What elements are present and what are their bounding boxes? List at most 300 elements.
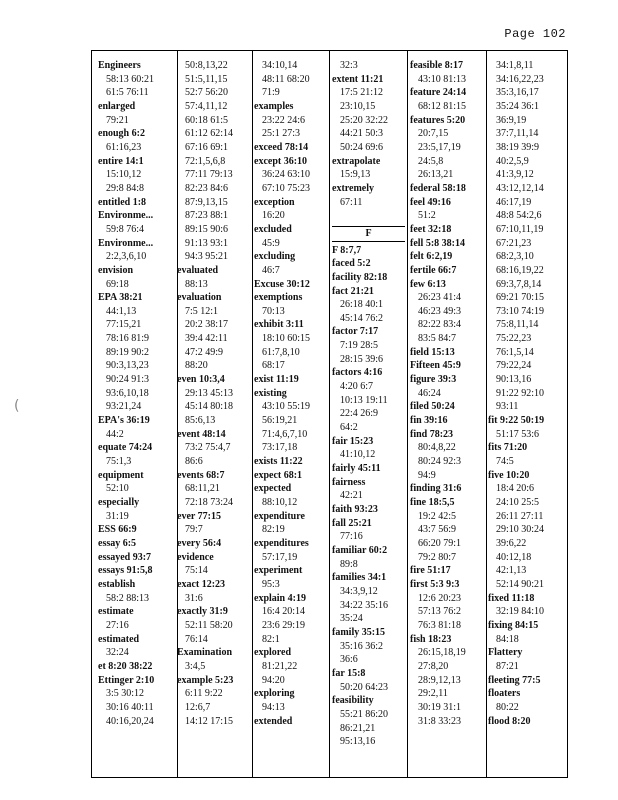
index-page-refs: 46:17,19 <box>496 196 532 208</box>
index-page-refs: 77:15,21 <box>106 319 142 331</box>
index-term: exploring <box>254 688 295 700</box>
index-page-refs: 76:3 81:18 <box>418 619 462 631</box>
index-term: explored <box>254 647 292 659</box>
index-page-refs: 34:1,8,11 <box>496 60 534 71</box>
index-page-refs: 88:13 <box>185 278 208 290</box>
index-term: enlarged <box>98 100 136 112</box>
index-page-refs: 46:23 49:3 <box>418 305 462 317</box>
index-term: evaluation <box>177 292 222 304</box>
index-page-refs: 28:9,12,13 <box>418 674 461 686</box>
index-term: fleeting 77:5 <box>488 674 541 686</box>
index-term: ever 77:15 <box>177 510 221 522</box>
index-page-refs: 51:5,11,15 <box>185 73 228 85</box>
index-term: explain 4:19 <box>254 592 306 604</box>
index-page-refs: 90:13,16 <box>496 374 532 386</box>
index-page-refs: 36:6 <box>340 654 358 666</box>
index-page-refs: 74:5 <box>496 456 514 468</box>
index-column-5 <box>410 59 489 728</box>
index-page-refs: 34:3,9,12 <box>340 585 378 597</box>
index-page-refs: 64:2 <box>340 422 358 434</box>
index-term: feature 24:14 <box>410 87 467 99</box>
index-page-refs: 90:3,13,23 <box>106 360 149 372</box>
index-page-refs: 32:3 <box>340 60 358 71</box>
index-page-refs: 68:16,19,22 <box>496 264 544 276</box>
index-page-refs: 43:12,12,14 <box>496 182 544 194</box>
index-page-refs: 77:11 79:13 <box>185 169 233 181</box>
index-page-refs: 28:15 39:6 <box>340 353 384 365</box>
index-page-refs: 72:1,5,6,8 <box>185 155 226 167</box>
index-term: fin 39:16 <box>410 415 448 427</box>
index-page-refs: 59:8 76:4 <box>106 223 145 235</box>
index-frame <box>91 50 568 778</box>
index-term: examples <box>254 100 294 112</box>
index-term: especially <box>98 497 140 508</box>
index-term: et 8:20 38:22 <box>98 660 153 672</box>
index-term: Examination <box>177 647 233 659</box>
index-term: fertile 66:7 <box>410 264 457 276</box>
index-page-refs: 23:6 29:19 <box>262 619 306 631</box>
index-term: feel 49:16 <box>410 196 451 208</box>
index-page-refs: 70:13 <box>262 305 285 317</box>
index-page-refs: 35:16 36:2 <box>340 640 384 652</box>
index-page-refs: 2:2,3,6,10 <box>106 251 147 263</box>
index-term: essay 6:5 <box>98 537 137 549</box>
index-page-refs: 43:10 81:13 <box>418 73 467 85</box>
index-term: flood 8:20 <box>488 715 531 727</box>
index-term: establish <box>98 578 136 590</box>
index-page-refs: 37:7,11,14 <box>496 128 539 140</box>
index-page-refs: 90:24 91:3 <box>106 374 150 386</box>
index-page-refs: 58:13 60:21 <box>106 73 155 85</box>
index-page-refs: 31:8 33:23 <box>418 715 462 727</box>
index-page-refs: 52:11 58:20 <box>185 619 233 631</box>
index-page-refs: 93:6,10,18 <box>106 387 149 399</box>
index-page-refs: 48:8 54:2,6 <box>496 210 542 222</box>
index-page-refs: 34:22 35:16 <box>340 599 389 611</box>
index-page-refs: 87:21 <box>496 660 519 672</box>
index-term: federal 58:18 <box>410 182 466 194</box>
index-page-refs: 42:1,13 <box>496 565 527 577</box>
index-term: fire 51:17 <box>410 565 451 577</box>
index-term: F 8:7,7 <box>332 244 362 256</box>
index-page-refs: 7:5 12:1 <box>185 305 219 317</box>
index-page-refs: 58:2 88:13 <box>106 592 150 604</box>
index-page-refs: 29:2,11 <box>418 688 448 700</box>
index-page-refs: 76:1,5,14 <box>496 346 534 358</box>
index-term: expenditure <box>254 510 305 522</box>
index-term: evidence <box>177 551 214 563</box>
index-page-refs: 19:2 42:5 <box>418 510 457 522</box>
index-term: fairness <box>332 476 366 488</box>
index-term: facility 82:18 <box>332 271 388 283</box>
index-page-refs: 50:20 64:23 <box>340 681 389 693</box>
index-page-refs: 36:9,19 <box>496 114 527 126</box>
index-page-refs: 26:18 40:1 <box>340 299 384 311</box>
index-term: feasibility <box>332 695 374 707</box>
index-page-refs: 39:4 42:11 <box>185 333 228 345</box>
index-page-refs: 89:8 <box>340 558 358 570</box>
index-term: fixing 84:15 <box>488 619 539 631</box>
index-page-refs: 44:21 50:3 <box>340 128 384 140</box>
index-page-refs: 61:12 62:14 <box>185 128 234 140</box>
index-term: fish 18:23 <box>410 633 452 645</box>
index-page-refs: 68:12 81:15 <box>418 100 467 112</box>
index-page-refs: 26:13,21 <box>418 169 454 181</box>
index-page-refs: 87:9,13,15 <box>185 196 228 208</box>
index-page-refs: 94:3 95:21 <box>185 251 229 263</box>
index-page-refs: 81:21,22 <box>262 660 298 672</box>
index-page-refs: 88:10,12 <box>262 497 298 508</box>
index-page-refs: 57:13 76:2 <box>418 606 462 618</box>
index-term: expected <box>254 483 292 495</box>
index-page-refs: 75:1,3 <box>106 456 132 468</box>
index-term: existing <box>254 387 287 399</box>
index-page-refs: 45:9 <box>262 237 280 249</box>
index-term: events 68:7 <box>177 469 225 481</box>
index-page-refs: 40:12,18 <box>496 551 532 563</box>
index-page-refs: 80:4,8,22 <box>418 442 456 454</box>
index-page-refs: 39:6,22 <box>496 537 527 549</box>
index-page-refs: 84:18 <box>496 633 519 645</box>
index-page-refs: 34:16,22,23 <box>496 73 544 85</box>
index-term: extremely <box>332 182 375 194</box>
index-page-refs: 30:19 31:1 <box>418 701 462 713</box>
column-divider <box>252 51 253 777</box>
index-page-refs: 94:20 <box>262 674 285 686</box>
index-term: exactly 31:9 <box>177 606 228 618</box>
index-term: essayed 93:7 <box>98 551 152 563</box>
index-page-refs: 82:23 84:6 <box>185 182 229 194</box>
index-term: floaters <box>488 688 521 700</box>
index-page-refs: 23:10,15 <box>340 100 376 112</box>
index-term: exists 11:22 <box>254 456 303 468</box>
index-page-refs: 44:1,13 <box>106 305 137 317</box>
index-page-refs: 93:11 <box>496 401 519 413</box>
index-term: exception <box>254 196 295 208</box>
index-page-refs: 25:1 27:3 <box>262 128 301 140</box>
index-page-refs: 25:20 32:22 <box>340 114 389 126</box>
page-number: Page 102 <box>504 27 566 41</box>
index-term: familiar 60:2 <box>332 544 388 556</box>
index-page-refs: 66:20 79:1 <box>418 537 462 549</box>
index-term: example 5:23 <box>177 674 234 686</box>
index-page-refs: 24:5,8 <box>418 155 444 167</box>
index-page-refs: 71:9 <box>262 87 280 99</box>
index-term: entire 14:1 <box>98 155 144 167</box>
index-term: extrapolate <box>332 155 381 167</box>
index-term: excluding <box>254 251 296 263</box>
index-page-refs: 79:22,24 <box>496 360 532 372</box>
index-page-refs: 82:22 83:4 <box>418 319 462 331</box>
index-page-refs: 46:7 <box>262 264 280 276</box>
index-page-refs: 12:6,7 <box>185 701 211 713</box>
index-column-6 <box>488 59 567 728</box>
index-page-refs: 26:11 27:11 <box>496 510 544 522</box>
index-term: fair 15:23 <box>332 435 374 447</box>
index-page-refs: 46:24 <box>418 387 441 399</box>
index-page-refs: 27:8,20 <box>418 660 449 672</box>
index-term: estimate <box>98 606 134 618</box>
index-page-refs: 79:21 <box>106 114 129 126</box>
index-page-refs: 45:14 80:18 <box>185 401 234 413</box>
index-term: families 34:1 <box>332 572 387 584</box>
index-page-refs: 51:17 53:6 <box>496 428 540 440</box>
index-page-refs: 68:2,3,10 <box>496 251 534 263</box>
index-term: expect 68:1 <box>254 469 303 481</box>
index-page-refs: 57:17,19 <box>262 551 298 563</box>
column-divider <box>407 51 408 777</box>
index-page-refs: 15:9,13 <box>340 169 371 181</box>
index-page-refs: 87:23 88:1 <box>185 210 229 222</box>
index-term: Fifteen 45:9 <box>410 360 461 372</box>
index-page-refs: 69:18 <box>106 278 129 290</box>
index-page-refs: 85:6,13 <box>185 415 216 427</box>
index-page-refs: 51:2 <box>418 210 436 222</box>
index-page-refs: 23:22 24:6 <box>262 114 306 126</box>
index-term: every 56:4 <box>177 537 222 549</box>
index-page-refs: 91:13 93:1 <box>185 237 229 249</box>
index-term: faced 5:2 <box>332 258 371 270</box>
index-page-refs: 20:2 38:17 <box>185 319 229 331</box>
index-page-refs: 35:24 36:1 <box>496 100 540 112</box>
index-term: fall 25:21 <box>332 517 372 529</box>
index-page-refs: 88:20 <box>185 360 208 372</box>
index-page-refs: 3:4,5 <box>185 660 206 672</box>
index-term: fact 21:21 <box>332 285 374 297</box>
index-term: extent 11:21 <box>332 73 384 85</box>
index-page-refs: 22:4 26:9 <box>340 408 379 420</box>
index-term: exhibit 3:11 <box>254 319 304 331</box>
index-page-refs: 95:13,16 <box>340 736 376 748</box>
index-term: Ettinger 2:10 <box>98 674 155 686</box>
index-term: fairly 45:11 <box>332 463 381 475</box>
index-page-refs: 67:10,11,19 <box>496 223 544 235</box>
index-page-refs: 86:6 <box>185 456 203 468</box>
index-page-refs: 75:22,23 <box>496 333 532 345</box>
index-page-refs: 32:24 <box>106 647 129 659</box>
index-page-refs: 3:5 30:12 <box>106 688 145 700</box>
index-term: find 78:23 <box>410 428 454 440</box>
index-page-refs: 67:16 69:1 <box>185 141 229 153</box>
index-term: equipment <box>98 469 144 481</box>
index-page-refs: 52:10 <box>106 483 129 495</box>
section-letter-header: F <box>332 226 405 242</box>
index-page-refs: 80:24 92:3 <box>418 456 462 468</box>
index-column-4 <box>332 59 411 749</box>
index-page-refs: 29:10 30:24 <box>496 524 545 536</box>
index-term: features 5:20 <box>410 114 466 126</box>
index-page-refs: 23:5,17,19 <box>418 141 461 153</box>
index-term: even 10:3,4 <box>177 374 225 386</box>
index-page-refs: 61:5 76:11 <box>106 87 149 99</box>
index-page-refs: 93:21,24 <box>106 401 142 413</box>
index-page-refs: 89:19 90:2 <box>106 346 150 358</box>
index-page-refs: 75:8,11,14 <box>496 319 539 331</box>
index-term: field 15:13 <box>410 346 455 358</box>
margin-mark: ( <box>14 398 20 414</box>
index-page-refs: 61:7,8,10 <box>262 346 300 358</box>
index-term: ESS 66:9 <box>98 524 137 536</box>
index-term: extended <box>254 715 293 727</box>
index-term: estimated <box>98 633 140 645</box>
index-page-refs: 35:24 <box>340 613 363 625</box>
index-page-refs: 72:18 73:24 <box>185 497 234 508</box>
index-page-refs: 10:13 19:11 <box>340 394 388 406</box>
index-page-refs: 27:16 <box>106 619 129 631</box>
index-page-refs: 95:3 <box>262 578 280 590</box>
index-term: except 36:10 <box>254 155 308 167</box>
index-page-refs: 34:10,14 <box>262 60 298 71</box>
index-page-refs: 7:19 28:5 <box>340 340 379 352</box>
index-page-refs: 67:11 <box>340 196 363 208</box>
column-divider <box>329 51 330 777</box>
index-page-refs: 31:6 <box>185 592 203 604</box>
index-page-refs: 83:5 84:7 <box>418 333 457 345</box>
index-term: fits 71:20 <box>488 442 528 454</box>
index-term: exemptions <box>254 292 303 304</box>
index-term: five 10:20 <box>488 469 530 481</box>
index-term: expenditures <box>254 537 309 549</box>
index-page-refs: 36:24 63:10 <box>262 169 311 181</box>
index-page-refs: 68:17 <box>262 360 285 372</box>
index-page-refs: 80:22 <box>496 701 519 713</box>
index-page-refs: 73:10 74:19 <box>496 305 545 317</box>
index-page-refs: 14:12 17:15 <box>185 715 234 727</box>
index-page-refs: 75:14 <box>185 565 208 577</box>
index-page-refs: 42:21 <box>340 490 363 502</box>
index-term: fit 9:22 50:19 <box>488 415 545 427</box>
index-page-refs: 79:2 80:7 <box>418 551 457 563</box>
index-term: Environme... <box>98 210 154 222</box>
index-page-refs: 77:16 <box>340 531 363 543</box>
index-page-refs: 20:7,15 <box>418 128 449 140</box>
index-term: family 35:15 <box>332 626 386 638</box>
index-term: far 15:8 <box>332 667 366 679</box>
index-page-refs: 32:19 84:10 <box>496 606 545 618</box>
index-page-refs: 55:21 86:20 <box>340 708 389 720</box>
index-term: fixed 11:18 <box>488 592 535 604</box>
index-page-refs: 89:15 90:6 <box>185 223 229 235</box>
index-term: essays 91:5,8 <box>98 565 153 577</box>
index-page-refs: 52:14 90:21 <box>496 578 545 590</box>
index-page-refs: 38:19 39:9 <box>496 141 540 153</box>
index-page-refs: 94:9 <box>418 469 436 481</box>
index-page-refs: 47:2 49:9 <box>185 346 224 358</box>
index-page-refs: 4:20 6:7 <box>340 381 374 393</box>
index-page-refs: 67:10 75:23 <box>262 182 311 194</box>
index-page-refs: 41:3,9,12 <box>496 169 534 181</box>
index-page-refs: 67:21,23 <box>496 237 532 249</box>
index-term: filed 50:24 <box>410 401 455 413</box>
index-page-refs: 69:3,7,8,14 <box>496 278 542 290</box>
index-term: equate 74:24 <box>98 442 153 454</box>
index-page-refs: 43:7 56:9 <box>418 524 457 536</box>
index-term: fell 5:8 38:14 <box>410 237 465 249</box>
index-page-refs: 29:13 45:13 <box>185 387 234 399</box>
index-page-refs: 35:3,16,17 <box>496 87 539 99</box>
index-term: entitled 1:8 <box>98 196 147 208</box>
index-page-refs: 71:4,6,7,10 <box>262 428 308 440</box>
index-page-refs: 41:10,12 <box>340 449 376 461</box>
index-page-refs: 16:4 20:14 <box>262 606 306 618</box>
index-page-refs: 18:10 60:15 <box>262 333 311 345</box>
index-page-refs: 48:11 68:20 <box>262 73 310 85</box>
index-term: exceed 78:14 <box>254 141 309 153</box>
index-page-refs: 68:11,21 <box>185 483 220 495</box>
index-term: Environme... <box>98 237 154 249</box>
index-term: factor 7:17 <box>332 326 379 338</box>
index-term: Flattery <box>488 647 523 659</box>
index-term: exist 11:19 <box>254 374 299 386</box>
index-term: first 5:3 9:3 <box>410 578 460 590</box>
index-term: enough 6:2 <box>98 128 145 140</box>
index-term: excluded <box>254 223 292 235</box>
index-page-refs: 44:2 <box>106 428 124 440</box>
index-page-refs: 52:7 56:20 <box>185 87 229 99</box>
index-page-refs: 56:19,21 <box>262 415 298 427</box>
index-term: fine 18:5,5 <box>410 497 455 508</box>
index-term: Excuse 30:12 <box>254 278 310 290</box>
index-term: factors 4:16 <box>332 367 383 379</box>
index-page-refs: 60:18 61:5 <box>185 114 229 126</box>
index-term: evaluated <box>177 264 219 276</box>
index-column-2 <box>177 59 256 728</box>
index-page-refs: 6:11 9:22 <box>185 688 223 700</box>
index-page-refs: 79:7 <box>185 524 203 536</box>
index-term: EPA 38:21 <box>98 292 143 304</box>
index-page-refs: 16:20 <box>262 210 285 222</box>
index-page-refs: 18:4 20:6 <box>496 483 535 495</box>
index-page-refs: 26:15,18,19 <box>418 647 466 659</box>
index-term: EPA's 36:19 <box>98 415 150 427</box>
index-page-refs: 94:13 <box>262 701 285 713</box>
index-term: feasible 8:17 <box>410 60 464 71</box>
index-term: envision <box>98 264 134 276</box>
index-page-refs: 15:10,12 <box>106 169 142 181</box>
index-column-3 <box>254 59 333 728</box>
index-term: Engineers <box>98 60 141 71</box>
index-term: experiment <box>254 565 303 577</box>
index-page-refs: 30:16 40:11 <box>106 701 154 713</box>
index-page-refs: 50:8,13,22 <box>185 60 228 71</box>
index-page-refs: 50:24 69:6 <box>340 141 384 153</box>
index-page-refs: 61:16,23 <box>106 141 142 153</box>
index-term: faith 93:23 <box>332 504 378 515</box>
index-page-refs: 73:2 75:4,7 <box>185 442 231 454</box>
index-term: event 48:14 <box>177 428 226 440</box>
index-column-1 <box>98 59 177 728</box>
index-page-refs: 45:14 76:2 <box>340 312 384 324</box>
index-spacer <box>332 209 411 223</box>
index-term: felt 6:2,19 <box>410 251 453 263</box>
index-page-refs: 78:16 81:9 <box>106 333 150 345</box>
index-page-refs: 82:1 <box>262 633 280 645</box>
index-page-refs: 57:4,11,12 <box>185 100 228 112</box>
index-term: few 6:13 <box>410 278 446 290</box>
index-page-refs: 40:16,20,24 <box>106 715 154 727</box>
index-page-refs: 86:21,21 <box>340 722 376 734</box>
index-page-refs: 26:23 41:4 <box>418 292 462 304</box>
index-page-refs: 17:5 21:12 <box>340 87 384 99</box>
index-term: finding 31:6 <box>410 483 462 495</box>
index-page-refs: 69:21 70:15 <box>496 292 545 304</box>
index-page-refs: 91:22 92:10 <box>496 387 545 399</box>
index-page-refs: 43:10 55:19 <box>262 401 311 413</box>
index-page-refs: 31:19 <box>106 510 129 522</box>
index-page-refs: 82:19 <box>262 524 285 536</box>
index-term: figure 39:3 <box>410 374 457 386</box>
index-page-refs: 29:8 84:8 <box>106 182 145 194</box>
